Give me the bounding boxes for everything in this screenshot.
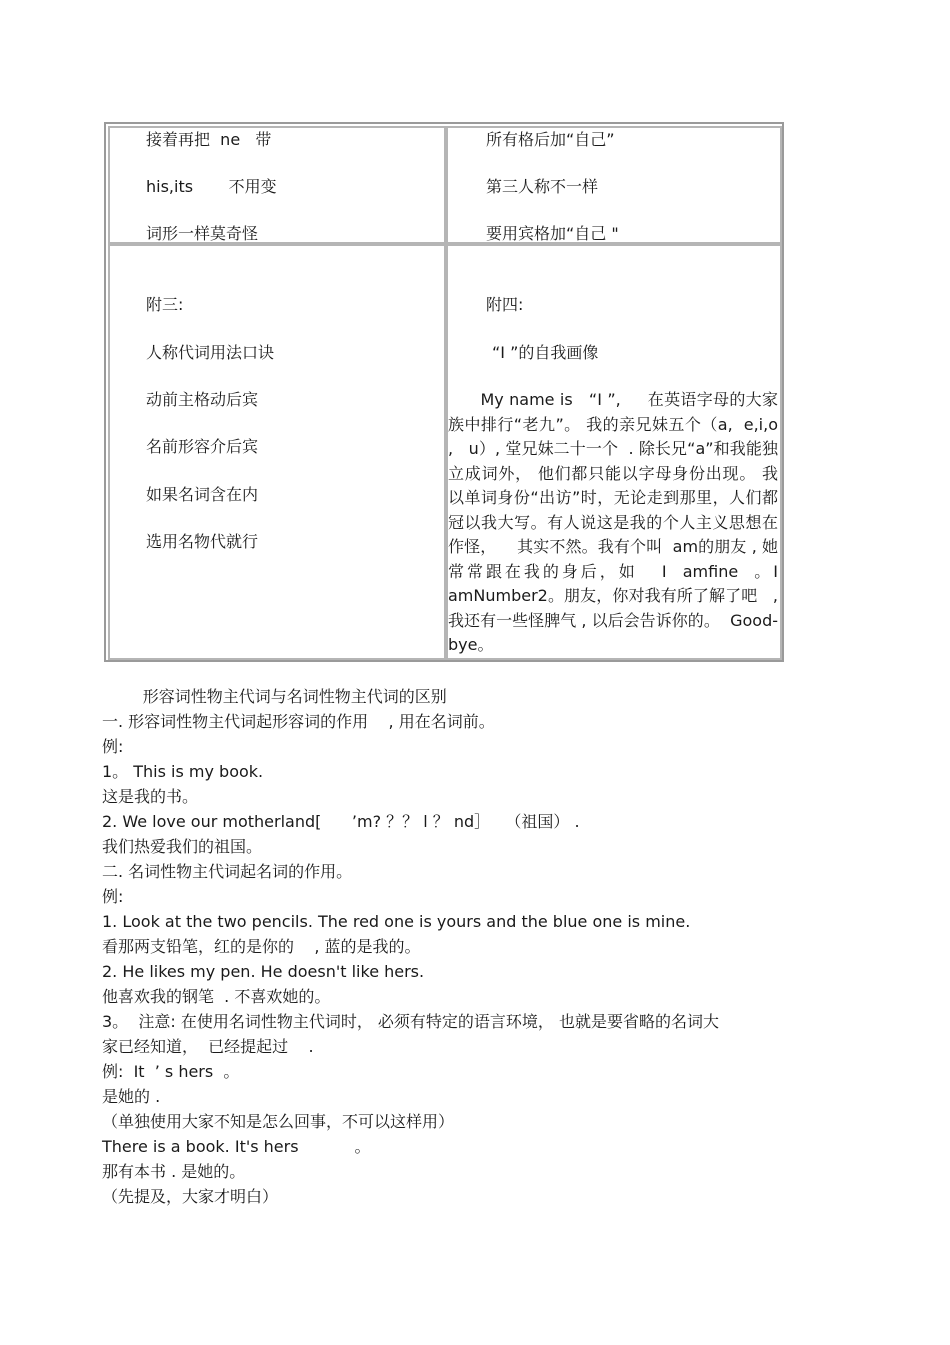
text-line: 3。 注意: 在使用名词性物主代词时， 必须有特定的语言环境， 也就是要省略的名词大 <box>102 1012 720 1031</box>
section-heading: 形容词性物主代词与名词性物主代词的区别 <box>102 687 447 706</box>
text-line: 接着再把 ne 带 <box>146 130 272 149</box>
text-line: 1。 This is my book. <box>102 762 264 781</box>
text-line: 2. We love our motherland[ ’m? ？？ l ？ nd］ （祖国） . <box>102 812 580 831</box>
text-line: 所有格后加“自己” <box>486 130 615 149</box>
text-line: 那有本书 . 是她的。 <box>102 1162 246 1181</box>
table-cell <box>108 126 446 244</box>
text-line: 2. He likes my pen. He doesn't like hers. <box>102 962 425 981</box>
text-line: 看那两支铅笔，红的是你的 , 蓝的是我的。 <box>102 937 421 956</box>
text-line: 这是我的书。 <box>102 787 199 806</box>
text-line: 例: <box>102 887 124 906</box>
text-line: 二. 名词性物主代词起名词的作用。 <box>102 862 353 881</box>
text-line: 要用宾格加“自己 " <box>486 224 619 243</box>
text-line: 动前主格动后宾 <box>146 390 259 409</box>
text-line: 词形一样莫奇怪 <box>146 224 259 243</box>
text-line: There is a book. It's hers 。 <box>102 1137 371 1156</box>
text-line: 附四: <box>486 295 524 314</box>
text-line: 人称代词用法口诀 <box>146 343 275 362</box>
self-portrait-paragraph: My name is “I ”, 在英语字母的大家族中排行“老九”。 我的亲兄妹五个（a, e,i,o , u）, 堂兄妹二十一个 . 除长兄“a”和我能独立成词外， 他们都只能以字母身份出现。 我以单词身份“出访”时，无论走到那里，人们都冠以我大写。有人说这是我的个人主义思想在作怪， 其实不然。我有个叫 am的朋友 , 她常常跟在我的身后，如 I amfine 。I amNumber2。朋友，你对我有所了解了吧 , 我还有一些怪脾气 , 以后会告诉你的。 Good-bye。 <box>448 390 794 654</box>
text-line: 附三: <box>146 295 184 314</box>
text-line: 一. 形容词性物主代词起形容词的作用 , 用在名词前。 <box>102 712 495 731</box>
text-line: 1. Look at the two pencils. The red one is yours and the blue one is mine. <box>102 912 691 931</box>
text-line: 选用名物代就行 <box>146 532 259 551</box>
text-line: （先提及，大家才明白） <box>102 1187 279 1206</box>
text-line: 是她的 . <box>102 1087 161 1106</box>
text-line: 例: It ’ s hers 。 <box>102 1062 240 1081</box>
text-line: 他喜欢我的钢笔 . 不喜欢她的。 <box>102 987 331 1006</box>
table-cell <box>446 244 794 660</box>
text-line: 第三人称不一样 <box>486 177 599 196</box>
table-cell <box>446 126 782 244</box>
text-line: 例: <box>102 737 124 756</box>
text-line: 名前形容介后宾 <box>146 437 259 456</box>
text-line: “I ”的自我画像 <box>492 343 599 362</box>
table-cell <box>108 244 446 660</box>
rhyme-table <box>104 122 794 662</box>
text-line: （单独使用大家不知是怎么回事，不可以这样用） <box>102 1112 455 1131</box>
text-line: 家已经知道， 已经提起过 . <box>102 1037 314 1056</box>
text-line: 如果名词含在内 <box>146 485 259 504</box>
text-line: 我们热爱我们的祖国。 <box>102 837 263 856</box>
text-line: his,its 不用变 <box>146 177 277 196</box>
